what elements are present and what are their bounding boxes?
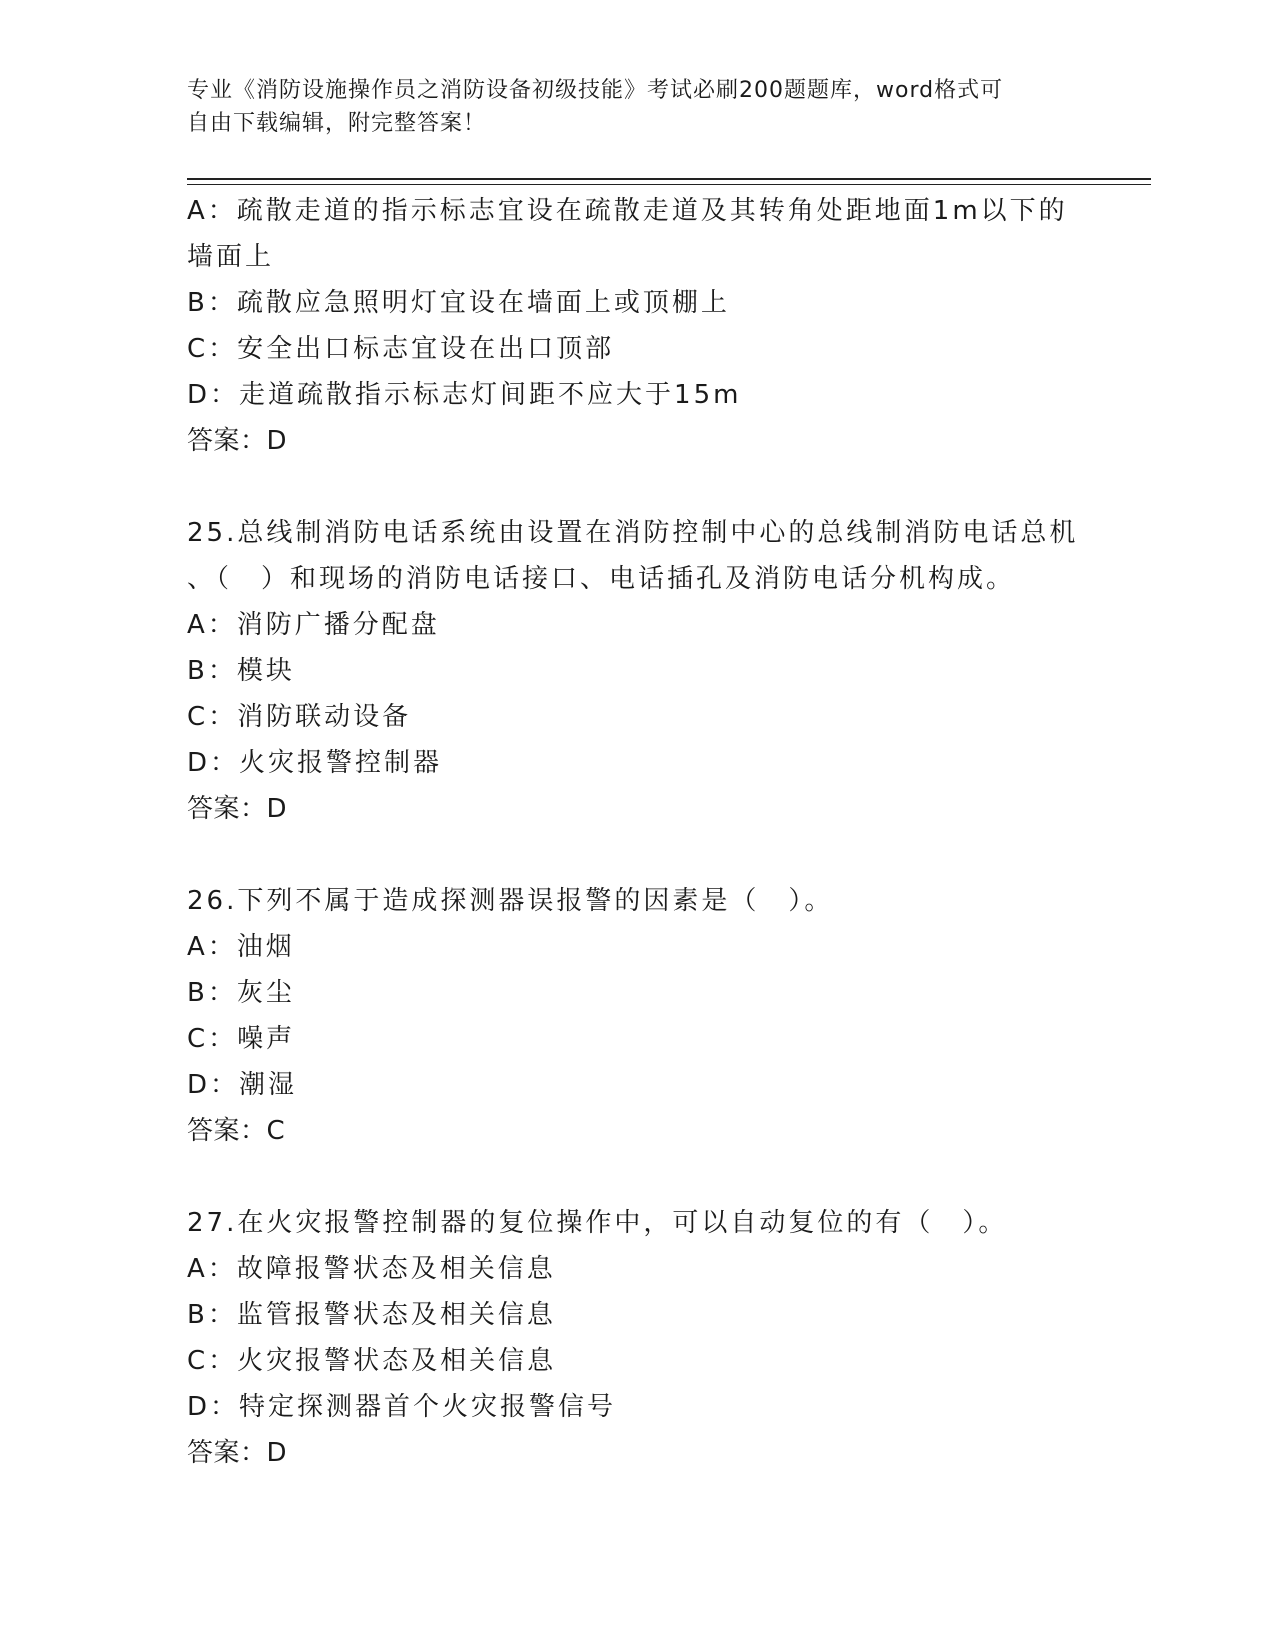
option-c: C：火灾报警状态及相关信息 [187, 1346, 557, 1376]
option-c: C：安全出口标志宜设在出口顶部 [187, 334, 615, 364]
option-a-line-1: A：疏散走道的指示标志宜设在疏散走道及其转角处距地面1m以下的 [187, 196, 1068, 226]
question-stem-line-2: 、（ ）和现场的消防电话接口、电话插孔及消防电话分机构成。 [187, 564, 1016, 594]
answer-label: 答案：D [187, 1438, 288, 1468]
question-27 [187, 1200, 1087, 1476]
answer-label: 答案：C [187, 1116, 286, 1146]
option-b: B：模块 [187, 656, 295, 686]
option-d: D：火灾报警控制器 [187, 748, 443, 778]
option-a: A：故障报警状态及相关信息 [187, 1254, 556, 1284]
question-25 [187, 510, 1087, 832]
option-a-line-2: 墙面上 [187, 242, 275, 272]
answer-label: 答案：D [187, 426, 288, 456]
question-24-continued [187, 188, 1087, 464]
question-stem: 26.下列不属于造成探测器误报警的因素是（ ）。 [187, 886, 834, 916]
header-line-2: 自由下载编辑，附完整答案！ [187, 111, 487, 136]
option-a: A：油烟 [187, 932, 295, 962]
header-divider-thick [187, 178, 1151, 180]
spacer [187, 1154, 1087, 1200]
header-divider-thin [187, 184, 1151, 185]
question-stem: 27.在火灾报警控制器的复位操作中，可以自动复位的有（ ）。 [187, 1208, 1008, 1238]
spacer [187, 832, 1087, 878]
option-d: D：走道疏散指示标志灯间距不应大于15m [187, 380, 742, 410]
question-list [187, 188, 1087, 1476]
document-header [187, 74, 1087, 140]
option-b: B：监管报警状态及相关信息 [187, 1300, 556, 1330]
question-26 [187, 878, 1087, 1154]
option-c: C：消防联动设备 [187, 702, 412, 732]
option-d: D：特定探测器首个火灾报警信号 [187, 1392, 617, 1422]
option-d: D：潮湿 [187, 1070, 298, 1100]
header-line-1: 专业《消防设施操作员之消防设备初级技能》考试必刷200题题库，word格式可 [187, 78, 1004, 103]
spacer [187, 464, 1087, 510]
option-b: B：灰尘 [187, 978, 295, 1008]
question-stem-line-1: 25.总线制消防电话系统由设置在消防控制中心的总线制消防电话总机 [187, 518, 1079, 548]
answer-label: 答案：D [187, 794, 288, 824]
option-a: A：消防广播分配盘 [187, 610, 440, 640]
option-c: C：噪声 [187, 1024, 296, 1054]
option-b: B：疏散应急照明灯宜设在墙面上或顶棚上 [187, 288, 730, 318]
